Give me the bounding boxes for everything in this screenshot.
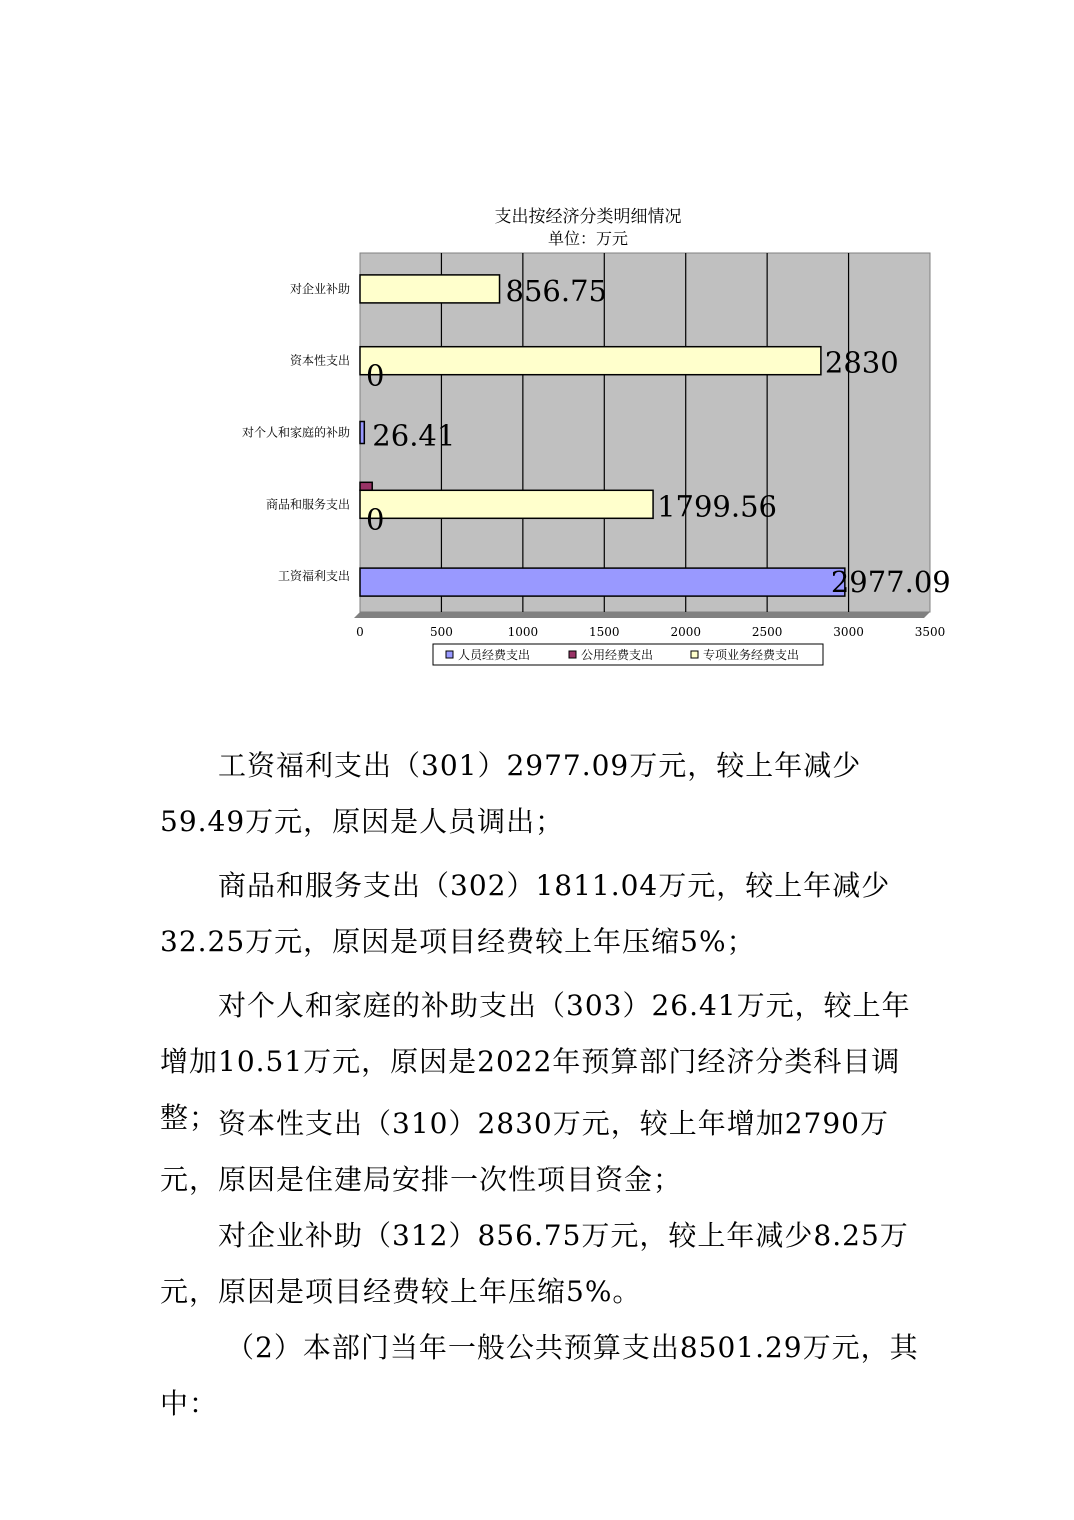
y-category-label: 资本性支出 [289,353,350,368]
y-category-label: 工资福利支出 [277,569,350,584]
data-label: 26.41 [372,418,456,453]
expenditure-bar-chart [0,0,1074,700]
y-category-label: 商品和服务支出 [265,497,350,512]
bar [360,422,364,444]
legend-entry: 人员经费支出 [458,648,531,662]
paragraph-capital-expenditure: 资本性支出（310）2830万元，较上年增加2790万元，原因是住建局安排一次性项目资金； [160,1107,889,1196]
paragraph-enterprise-subsidy: 对企业补助（312）856.75万元，较上年减少8.25万元，原因是项目经费较上年压缩5%。 [160,1219,909,1308]
data-label: 0 [366,502,385,537]
plot-floor [354,612,930,618]
data-label: 0 [366,358,385,393]
x-tick-label: 3000 [833,625,864,639]
bar [360,347,821,375]
data-label: 856.75 [505,273,608,308]
paragraph-household-subsidy: 对个人和家庭的补助支出（303）26.41万元，较上年增加10.51万元，原因是2022年预算部门经济分类科目调整； [160,989,911,1134]
x-tick-label: 1000 [507,625,539,639]
bar [360,568,845,596]
x-tick-label: 3500 [914,625,946,639]
data-label: 2977.09 [830,565,951,600]
x-tick-label: 2500 [751,625,783,639]
bar [360,490,653,518]
legend-swatch [691,651,698,658]
x-tick-label: 0 [356,625,364,639]
data-label: 2830 [824,345,899,380]
paragraph-general-budget: （2）本部门当年一般公共预算支出8501.29万元，其中： [160,1331,919,1420]
paragraph-wage-benefits: 工资福利支出（301）2977.09万元，较上年减少59.49万元，原因是人员调出； [160,749,862,838]
y-category-label: 对企业补助 [289,281,350,296]
y-category-label: 对个人和家庭的补助 [241,425,350,440]
x-tick-label: 1500 [589,625,620,639]
x-tick-label: 500 [429,625,453,639]
chart-subtitle: 单位：万元 [547,229,629,248]
data-label: 1799.56 [657,489,778,524]
x-tick-label: 2000 [670,625,701,639]
paragraph-goods-services: 商品和服务支出（302）1811.04万元，较上年减少32.25万元，原因是项目经费较上年压缩5%； [160,869,891,958]
chart-title: 支出按经济分类明细情况 [494,207,682,227]
legend-entry: 专项业务经费支出 [703,648,800,662]
legend-swatch [446,651,453,658]
legend-entry: 公用经费支出 [581,648,654,662]
bar [360,275,500,303]
bar [360,482,372,490]
legend-swatch [569,651,576,658]
